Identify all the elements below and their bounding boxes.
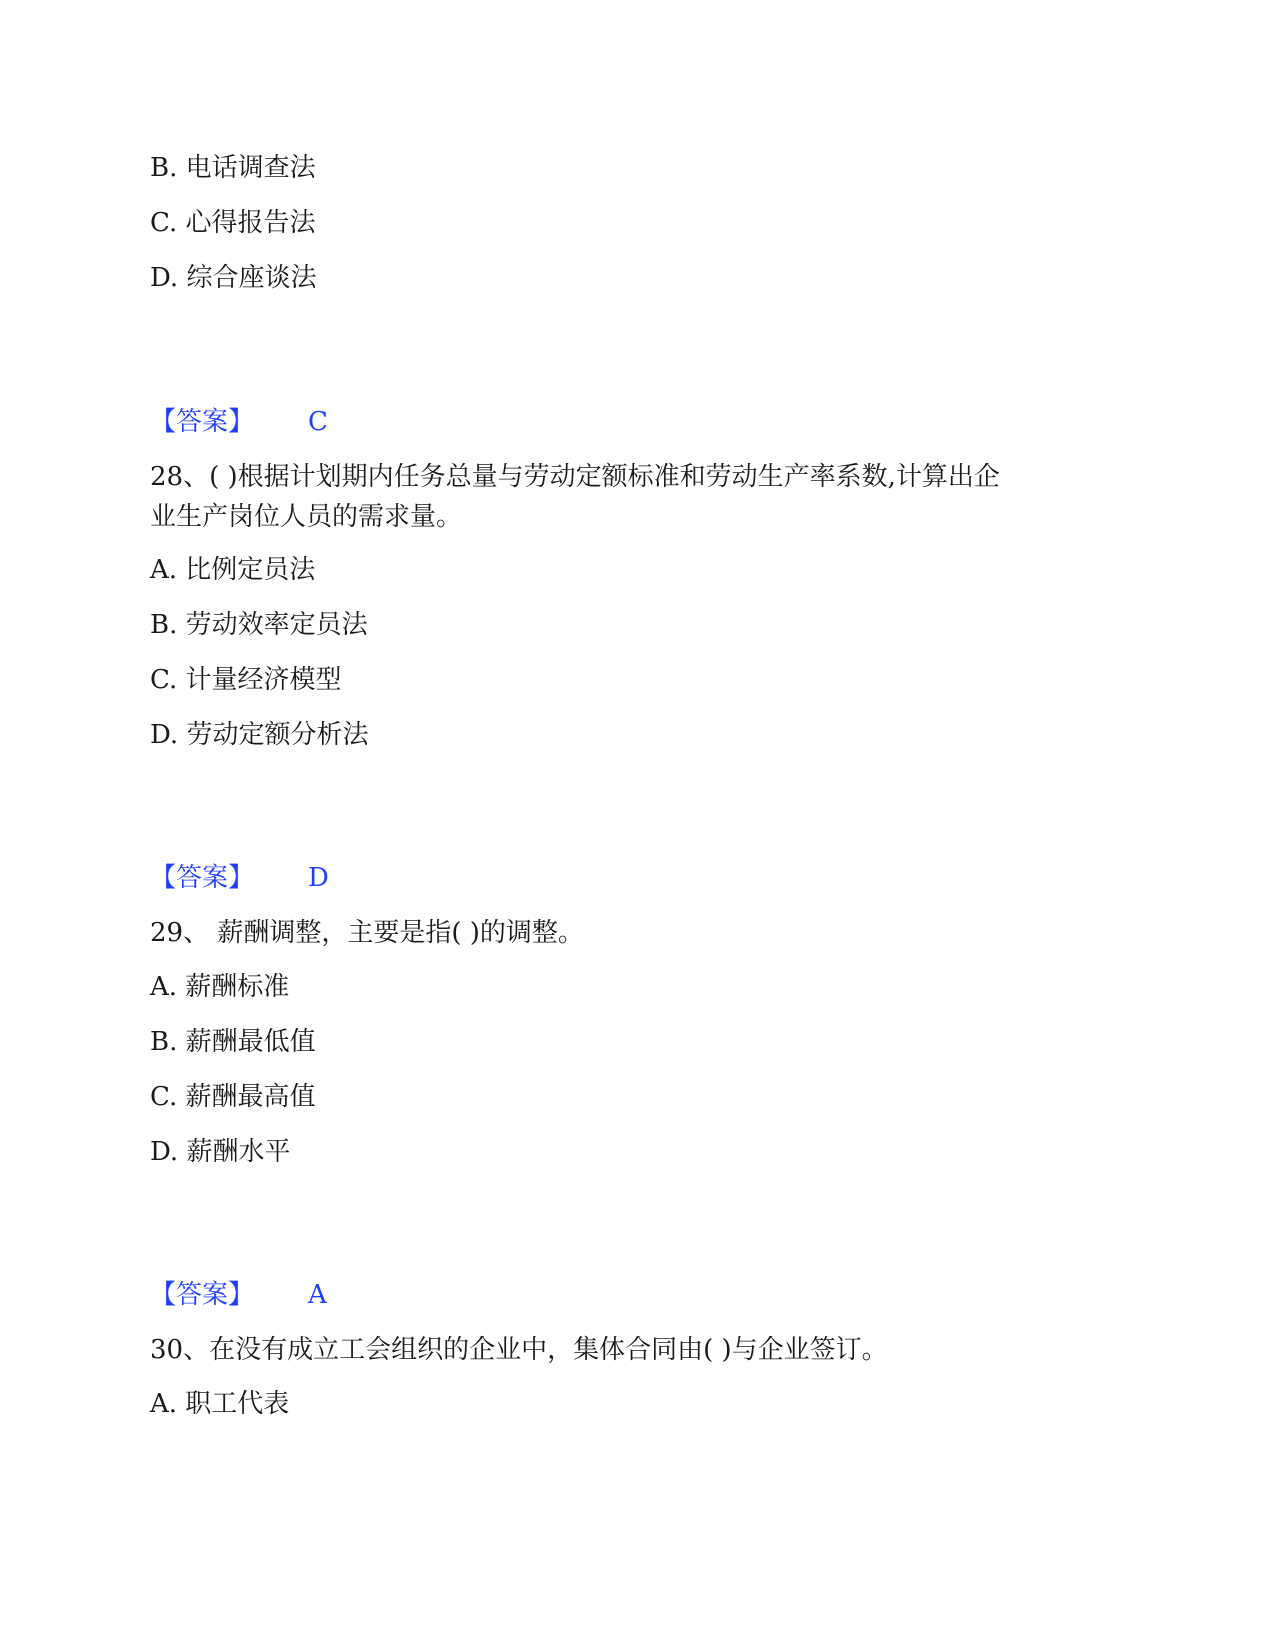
answer-label: 【答案】 [150, 1280, 255, 1310]
question-28-option-b: B. 劳动效率定员法 [150, 610, 368, 640]
question-28-option-c: C. 计量经济模型 [150, 665, 342, 695]
question-29-option-d: D. 薪酬水平 [150, 1137, 291, 1167]
answer-label: 【答案】 [150, 863, 255, 893]
question-28-line1: 28、( )根据计划期内任务总量与劳动定额标准和劳动生产率系数,计算出企 [150, 462, 1000, 492]
question-29-option-c: C. 薪酬最高值 [150, 1082, 316, 1112]
question-28-line2: 业生产岗位人员的需求量。 [150, 502, 463, 532]
option-c-prev: C. 心得报告法 [150, 208, 316, 238]
question-28-option-d: D. 劳动定额分析法 [150, 720, 369, 750]
answer-value: A [308, 1280, 327, 1310]
option-d-prev: D. 综合座谈法 [150, 263, 317, 293]
question-29-option-b: B. 薪酬最低值 [150, 1027, 316, 1057]
answer-label: 【答案】 [150, 407, 255, 437]
answer-28 [150, 858, 329, 898]
question-30-line1: 30、在没有成立工会组织的企业中，集体合同由( )与企业签订。 [150, 1335, 888, 1365]
question-29-line1: 29、 薪酬调整，主要是指( )的调整。 [150, 918, 584, 948]
question-30-option-a: A. 职工代表 [150, 1389, 290, 1419]
answer-29 [150, 1275, 327, 1315]
option-b-prev: B. 电话调查法 [150, 153, 316, 183]
question-28-option-a: A. 比例定员法 [150, 555, 316, 585]
answer-prev [150, 402, 328, 442]
answer-value: C [308, 407, 328, 437]
question-29-option-a: A. 薪酬标准 [150, 972, 290, 1002]
answer-value: D [308, 863, 329, 893]
